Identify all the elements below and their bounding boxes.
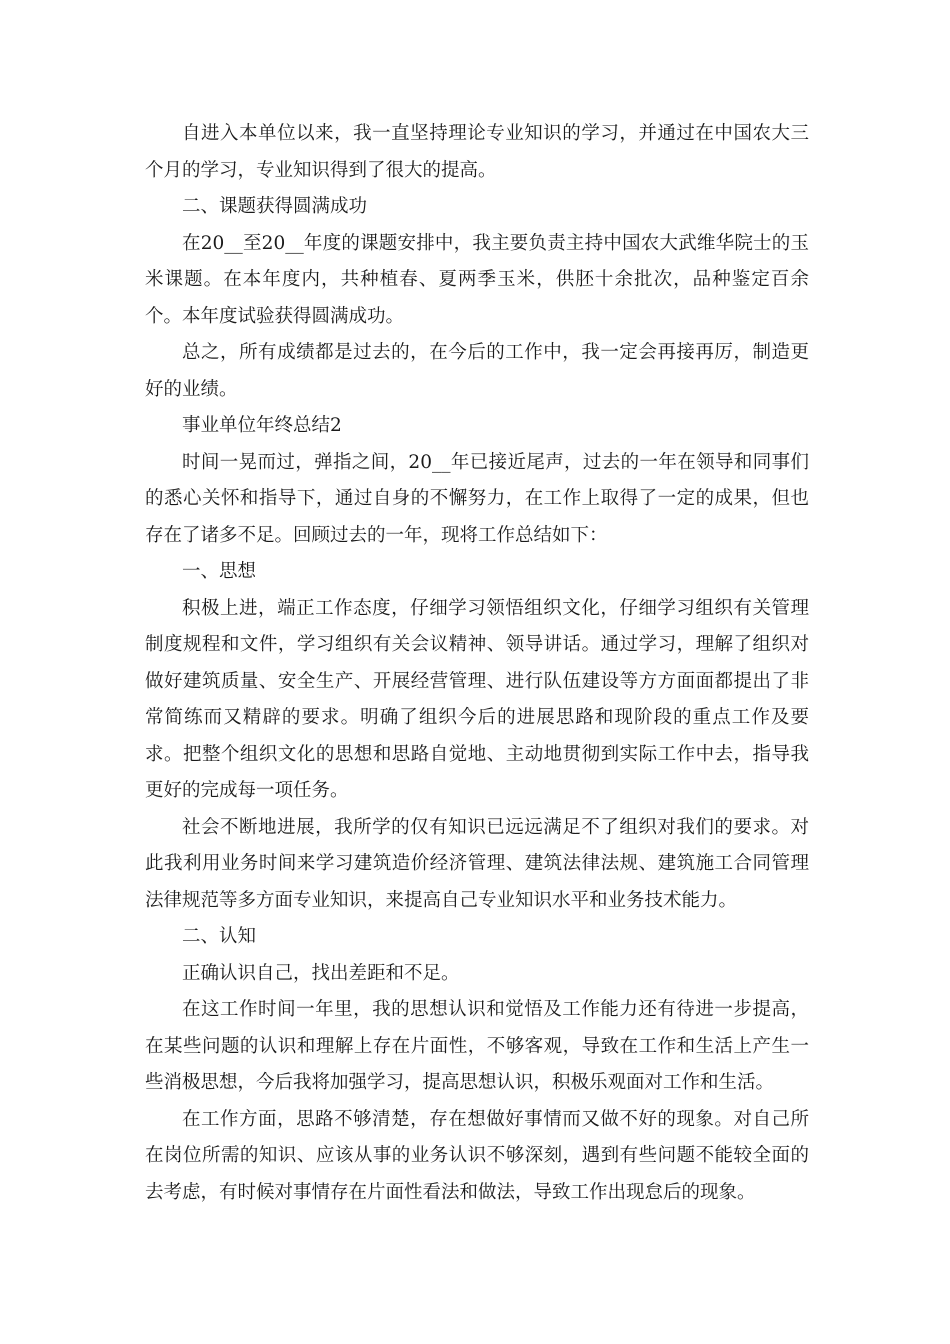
heading-thought: 一、思想 [182, 561, 257, 582]
paragraph-thought-details: 积极上进，端正工作态度，仔细学习领悟组织文化，仔细学习组织有关管理制度规程和文件，学习组织有关会议精神、领导讲话。通过学习，理解了组织对做好建筑质量、安全生产、开展经营管理、进行队伍建设等方方面面都提出了非常简练而又精辟的要求。明确了组织今后的进展思路和现阶段的重点工作及要求。把整个组织文化的思想和思路自觉地、主动地贯彻到实际工作中去，指导我更好的完成每一项任务。 [145, 597, 809, 801]
paragraph-self-study: 社会不断地进展，我所学的仅有知识已远远满足不了组织对我们的要求。对此我利用业务时间来学习建筑造价经济管理、建筑法律法规、建筑施工合同管理法律规范等多方面专业知识，来提高自己专业知识水平和业务技术能力。 [145, 816, 809, 911]
paragraph-summary-intro: 时间一晃而过，弹指之间，20__年已接近尾声，过去的一年在领导和同事们的悉心关怀和指导下，通过自身的不懈努力，在工作上取得了一定的成果，但也存在了诸多不足。回顾过去的一年，现将工作总结如下： [145, 451, 809, 546]
paragraph-shortcomings-work: 在工作方面，思路不够清楚，存在想做好事情而又做不好的现象。对自己所在岗位所需的知识、应该从事的业务认识不够深刻，遇到有些问题不能较全面的去考虑，有时候对事情存在片面性看法和做法，导致工作出现怠后的现象。 [145, 1108, 809, 1203]
heading-project-success: 二、课题获得圆满成功 [182, 196, 368, 217]
heading-cognition: 二、认知 [182, 926, 257, 947]
document-body [145, 116, 809, 1211]
paragraph-shortcomings-thought: 在这工作时间一年里，我的思想认识和觉悟及工作能力还有待进一步提高，在某些问题的认识和理解上存在片面性，不够客观，导致在工作和生活上产生一些消极思想，今后我将加强学习，提高思想认识，积极乐观面对工作和生活。 [145, 999, 809, 1093]
paragraph-study-intro: 自进入本单位以来，我一直坚持理论专业知识的学习，并通过在中国农大三个月的学习，专业知识得到了很大的提高。 [145, 123, 809, 181]
paragraph-project-details: 在20__至20__年度的课题安排中，我主要负责主持中国农大武维华院士的玉米课题。在本年度内，共种植春、夏两季玉米，供胚十余批次，品种鉴定百余个。本年度试验获得圆满成功。 [145, 232, 809, 327]
paragraph-self-knowledge: 正确认识自己，找出差距和不足。 [182, 962, 460, 984]
section-title-summary-2: 事业单位年终总结2 [182, 415, 342, 436]
paragraph-conclusion: 总之，所有成绩都是过去的，在今后的工作中，我一定会再接再厉，制造更好的业绩。 [145, 342, 809, 400]
